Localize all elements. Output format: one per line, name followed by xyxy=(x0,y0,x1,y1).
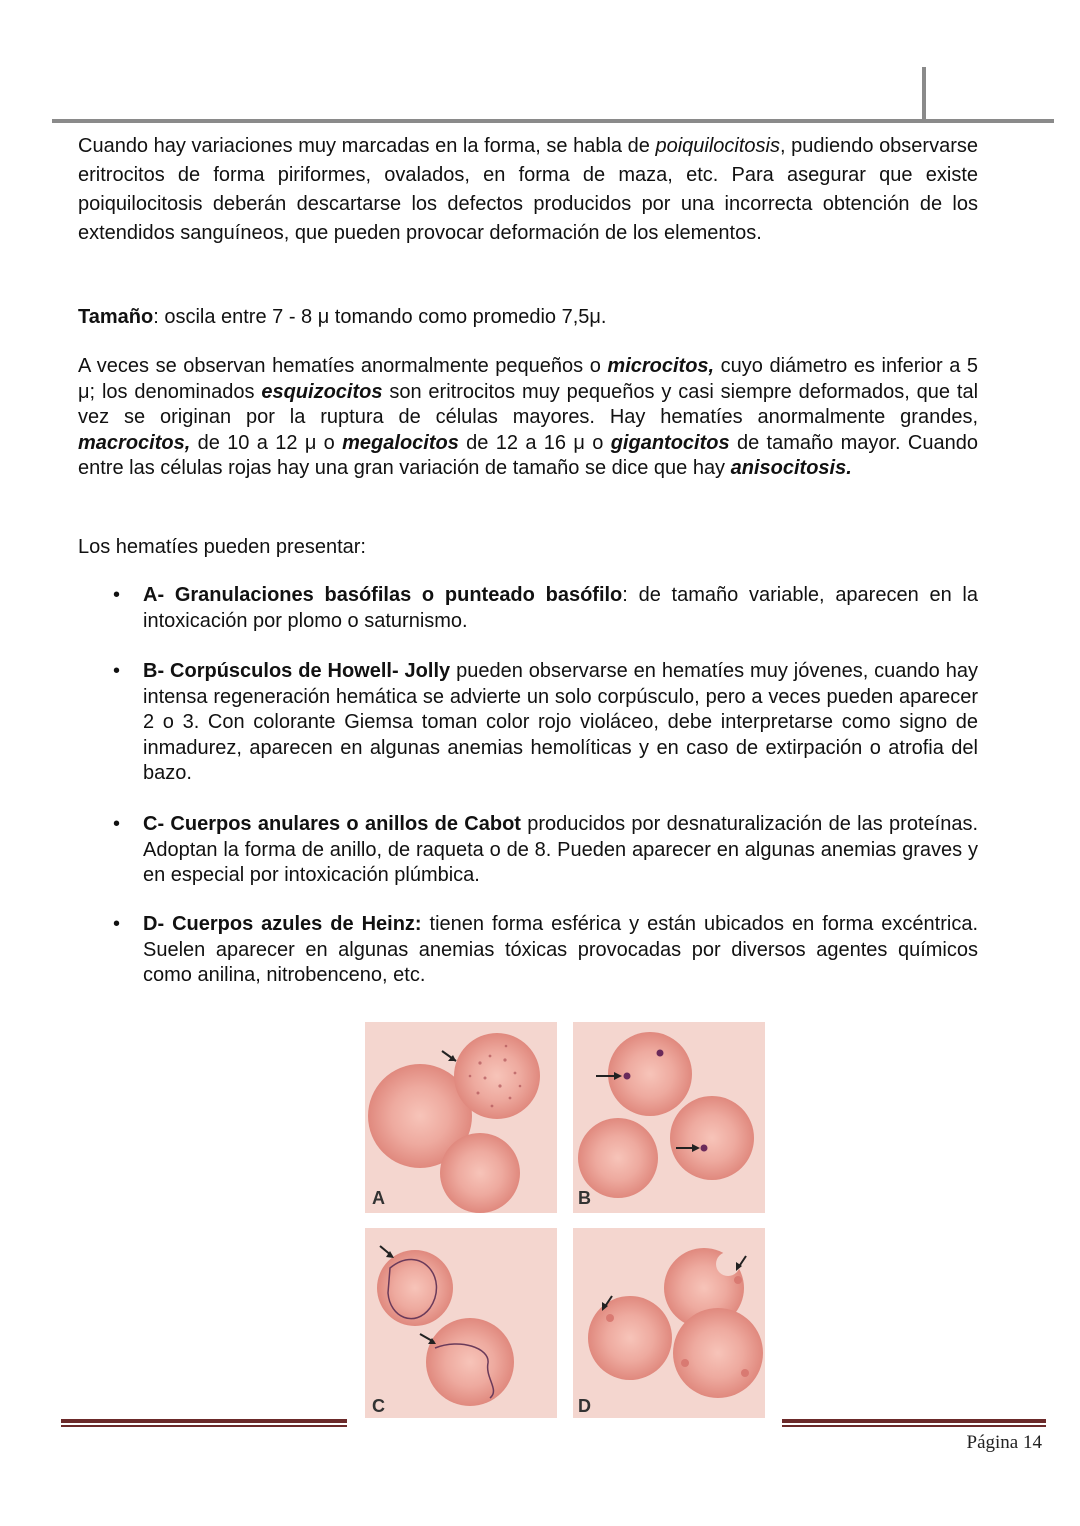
panel-b xyxy=(573,1022,765,1213)
bullet-icon: • xyxy=(113,584,121,606)
paragraph-tamano xyxy=(78,304,978,330)
paragraph-intro-list: Los hematíes pueden presentar: xyxy=(78,536,366,558)
paragraph-poiquilocitosis xyxy=(78,132,978,248)
panel-c xyxy=(365,1228,557,1418)
text: , pudiendo observarse eritrocitos de forma piriformes, ovalados, en forma de maza, etc. Para asegurar que existe poiquilocitosis deberán descartarse los defectos producidos por una incorrecta obtención de los extendidos sanguíneos, que pueden provocar deformación de los elementos. xyxy=(78,135,978,244)
list-item-text: tienen forma esférica y están ubicados en forma excéntrica. Suelen aparecer en algunas anemias tóxicas provocadas por diversos agentes químicos como anilina, nitrobenceno, etc. xyxy=(143,913,979,986)
footer-rule-left xyxy=(61,1419,347,1427)
text: son eritrocitos muy pequeños y casi siempre deformados, que tal vez se originan por la ruptura de células mayores. Hay hematíes anormalmente grandes, xyxy=(78,380,979,428)
text: de 10 a 12 μ o xyxy=(190,431,343,454)
term-megalocitos: megalocitos xyxy=(342,431,459,454)
header-tick xyxy=(922,67,926,121)
term-microcitos: microcitos, xyxy=(607,355,715,377)
list-item xyxy=(113,583,978,634)
panel-a xyxy=(365,1022,557,1213)
page-number: Página 14 xyxy=(966,1432,1042,1453)
list-item-title: B- Corpúsculos de Howell- Jolly xyxy=(143,660,451,682)
list-item-text: : de tamaño variable, aparecen en la intoxicación por plomo o saturnismo. xyxy=(143,584,978,632)
list-item xyxy=(113,659,978,787)
term-tamano: Tamaño xyxy=(78,306,154,328)
text: de 12 a 16 μ o xyxy=(458,431,611,454)
bullet-icon: • xyxy=(113,813,121,835)
header-rule xyxy=(52,119,1054,123)
term-esquizocitos: esquizocitos xyxy=(261,380,383,403)
term-gigantocitos: gigantocitos xyxy=(610,431,730,454)
term-poiquilocitosis: poiquilocitosis xyxy=(655,135,780,157)
erythrocyte-inclusions-figure xyxy=(360,1018,770,1424)
panel-label: D xyxy=(578,1396,591,1416)
panel-label: A xyxy=(372,1188,385,1208)
list-item-title: D- Cuerpos azules de Heinz: xyxy=(143,913,422,935)
paragraph-sizes xyxy=(78,354,978,482)
list-item xyxy=(113,812,978,889)
text: de tamaño mayor. Cuando entre las células rojas hay una gran variación de tamaño se dice que hay xyxy=(78,431,978,479)
list-item xyxy=(113,912,979,989)
text: cuyo diámetro es inferior a 5 μ; los denominados xyxy=(78,355,978,403)
panel-label: C xyxy=(372,1396,385,1416)
term-macrocitos: macrocitos, xyxy=(78,431,191,454)
term-anisocitosis: anisocitosis. xyxy=(730,457,852,479)
list-item-title: A- Granulaciones basófilas o punteado basófilo xyxy=(143,584,623,606)
text: A veces se observan hematíes anormalmente pequeños o xyxy=(78,355,608,377)
panel-d xyxy=(573,1228,765,1418)
text: Cuando hay variaciones muy marcadas en la forma, se habla de xyxy=(78,135,656,157)
footer-rule-right xyxy=(782,1419,1046,1427)
text: : oscila entre 7 - 8 μ tomando como promedio 7,5μ. xyxy=(153,306,607,328)
list-item-title: C- Cuerpos anulares o anillos de Cabot xyxy=(143,813,521,835)
list-item-text: producidos por desnaturalización de las proteínas. Adoptan la forma de anillo, de raqueta o de 8. Pueden aparecer en algunas anemias graves y en especial por intoxicación plúmbica. xyxy=(143,813,978,886)
bullet-icon: • xyxy=(113,913,121,935)
bullet-icon: • xyxy=(113,660,121,682)
panel-label: B xyxy=(578,1188,591,1208)
list-item-text: pueden observarse en hematíes muy jóvenes, cuando hay intensa regeneración hemática se advierte un solo corpúsculo, pero a veces pueden aparecer 2 o 3. Con colorante Giemsa toman color rojo violáceo, debe interpretarse como signo de inmadurez, aparecen en algunas anemias hemolíticas y en caso de extirpación o atrofia del bazo. xyxy=(143,660,978,784)
